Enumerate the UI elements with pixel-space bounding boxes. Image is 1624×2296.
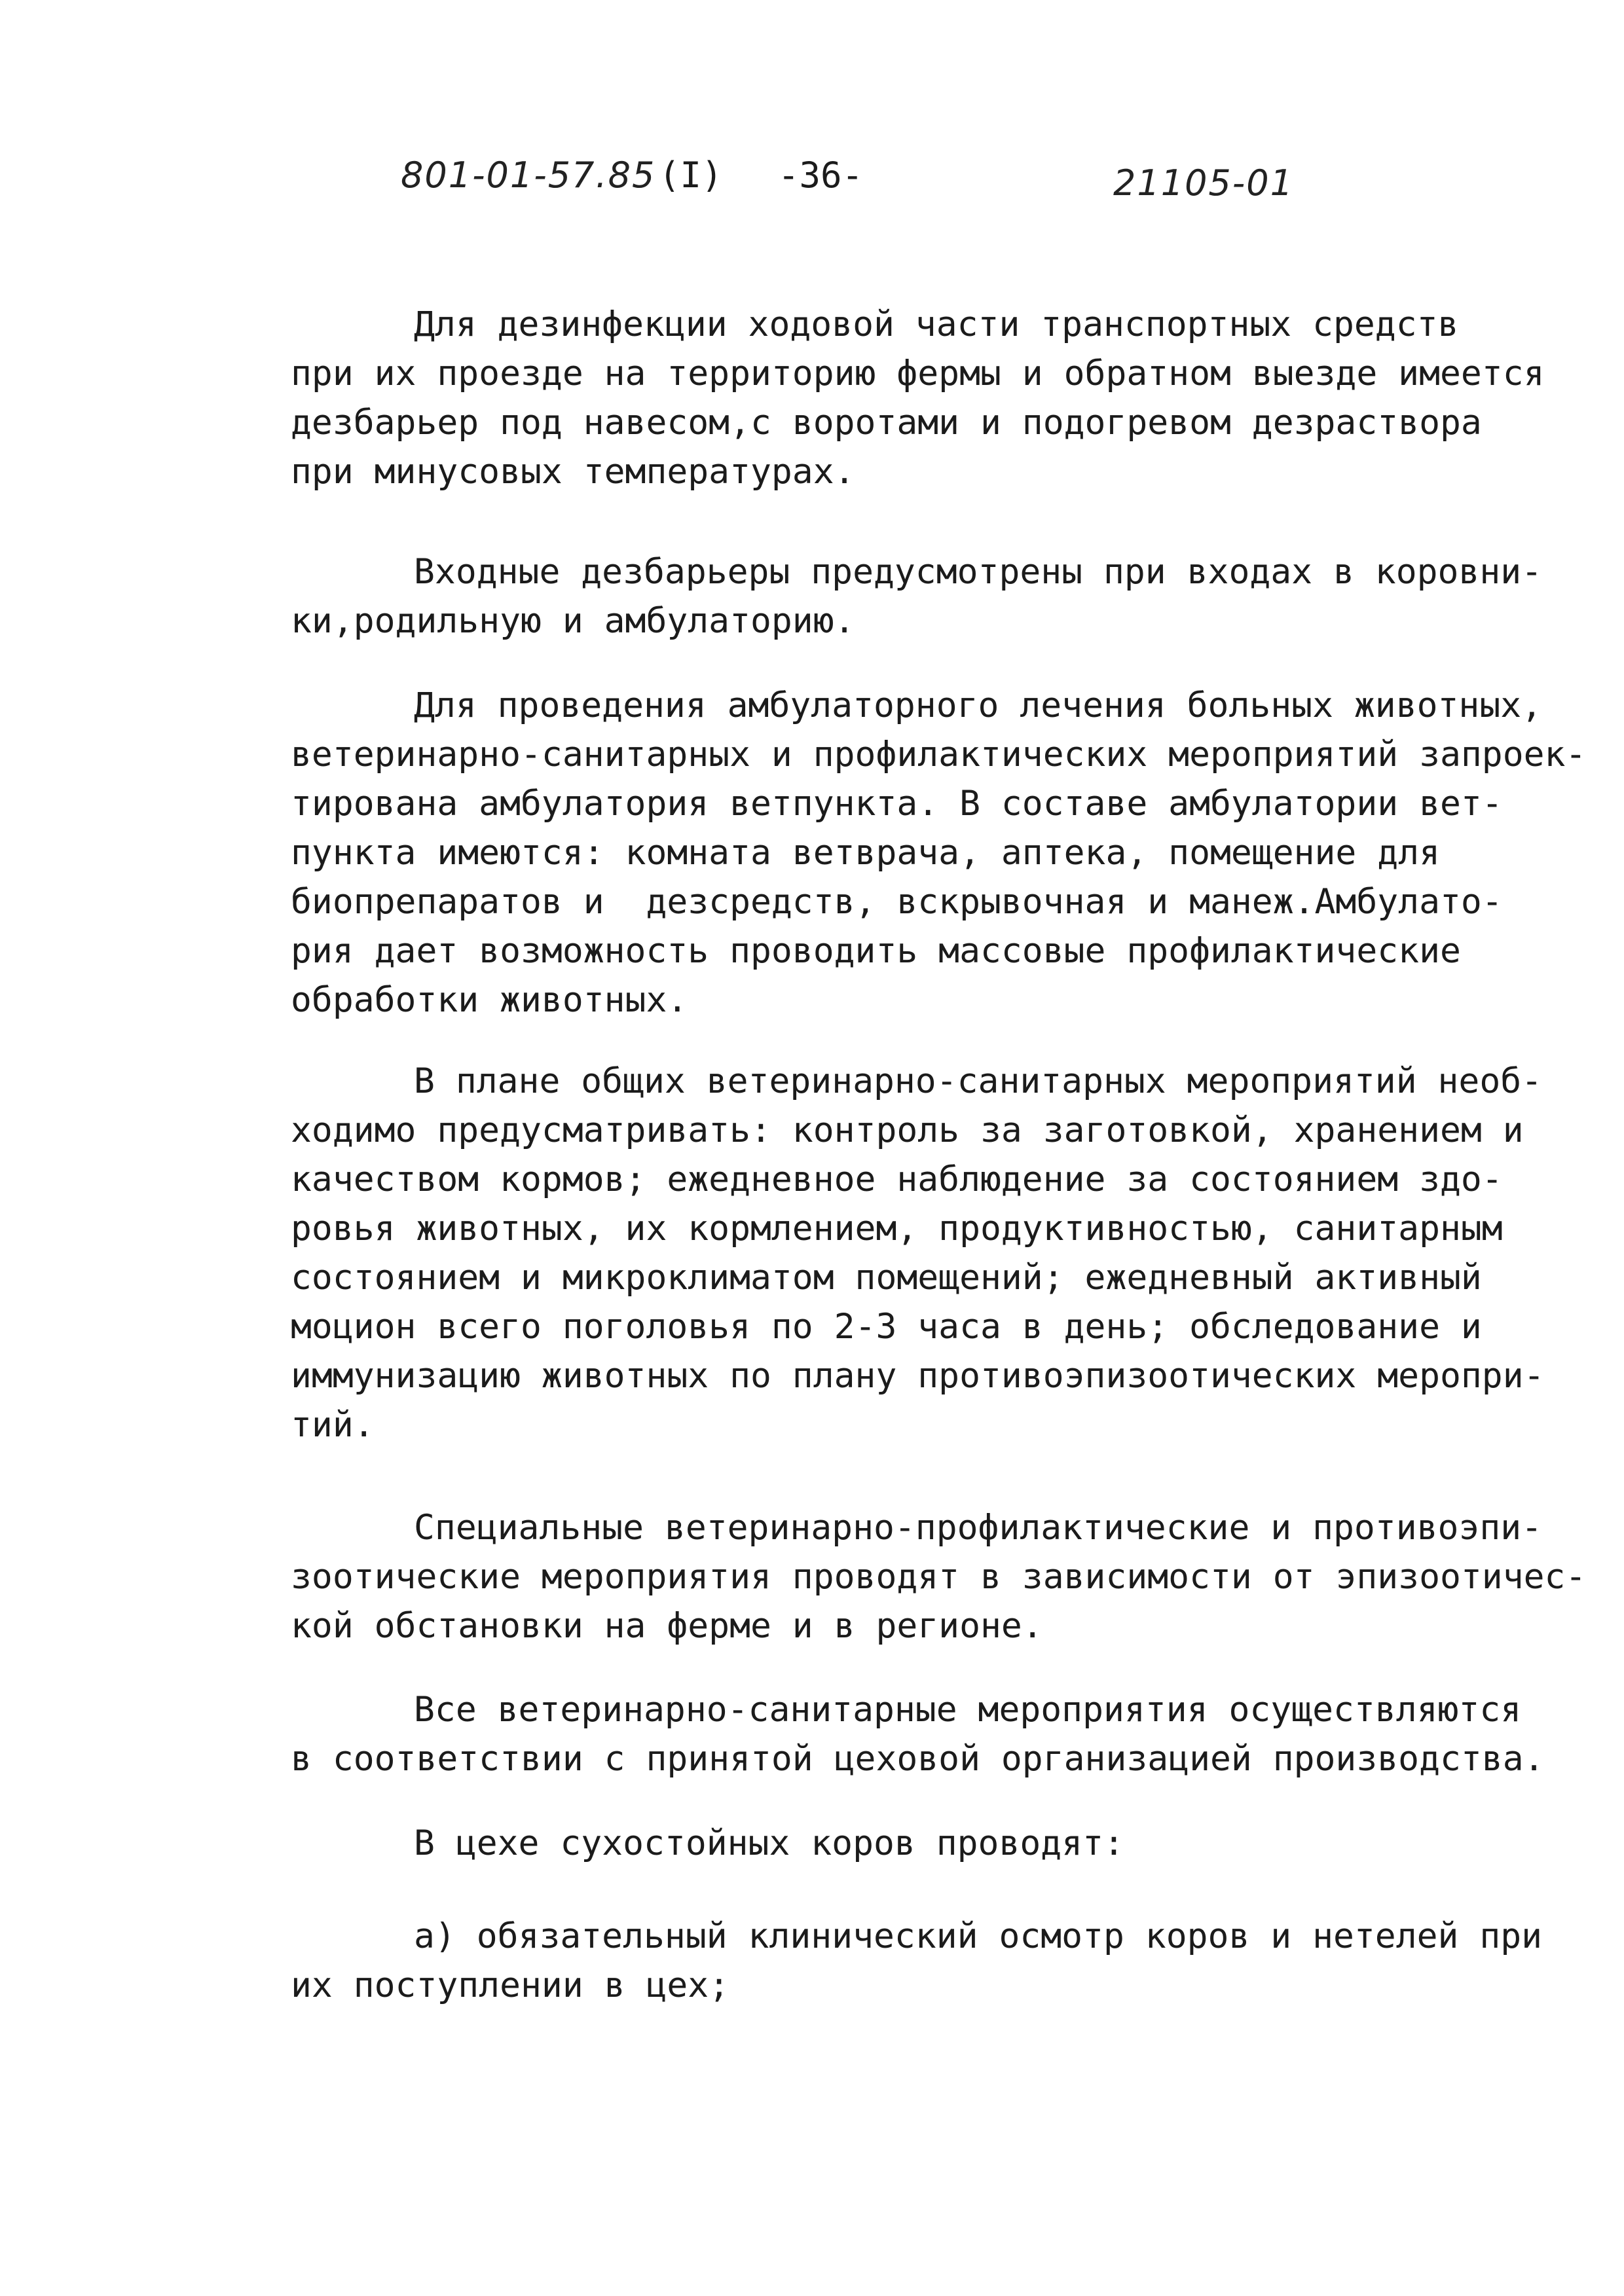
- text-line: тирована амбулатория ветпункта. В составе амбулатории вет-: [291, 784, 1503, 824]
- text-line: качеством кормов; ежедневное наблюдение за состоянием здо-: [291, 1159, 1503, 1199]
- text-line: дезбарьер под навесом,с воротами и подогревом дезраствора: [291, 403, 1482, 443]
- text-line: Все ветеринарно-санитарные мероприятия осуществляются: [414, 1690, 1522, 1730]
- text-line: пункта имеются: комната ветврача, аптека, помещение для: [291, 833, 1440, 873]
- text-line: рия дает возможность проводить массовые профилактические: [291, 931, 1461, 971]
- paragraph-organization: [291, 1685, 1555, 1783]
- text-line: Входные дезбарьеры предусмотрены при входах в коровни-: [414, 552, 1543, 592]
- paragraph-dry-cows-intro: [291, 1819, 1555, 1868]
- text-line: ходимо предусматривать: контроль за заготовкой, хранением и: [291, 1110, 1524, 1150]
- text-line: биопрепаратов и дезсредств, вскрывочная и манеж.Амбулато-: [291, 882, 1503, 922]
- inventory-number-handwritten: 21105-01: [1113, 162, 1294, 204]
- text-line: Для дезинфекции ходовой части транспортных средств: [414, 304, 1459, 344]
- text-line: В цехе сухостойных коров проводят:: [414, 1823, 1124, 1863]
- text-line: В плане общих ветеринарно-санитарных мероприятий необ-: [414, 1061, 1543, 1101]
- paragraph-item-a: [291, 1912, 1555, 2010]
- text-line: Специальные ветеринарно-профилактические и противоэпи-: [414, 1508, 1543, 1548]
- paragraph-dezbarier: [291, 300, 1555, 496]
- paragraph-entrance-barriers: [291, 547, 1555, 646]
- text-line: ки,родильную и амбулаторию.: [291, 601, 855, 641]
- text-line: при их проезде на территорию фермы и обратном выезде имеется: [291, 354, 1545, 393]
- text-line: Для проведения амбулаторного лечения больных животных,: [414, 685, 1543, 725]
- text-line: обработки животных.: [291, 980, 688, 1020]
- designation-handwritten: 801-01-57.85: [401, 155, 656, 196]
- text-line: иммунизацию животных по плану противоэпизоотических меропри-: [291, 1356, 1545, 1396]
- text-line: при минусовых температурах.: [291, 452, 855, 492]
- paragraph-special-measures: [291, 1503, 1587, 1650]
- text-line: в соответствии с принятой цеховой организацией производства.: [291, 1739, 1545, 1779]
- text-line: зоотические мероприятия проводят в зависимости от эпизоотичес-: [291, 1557, 1587, 1597]
- paragraph-ambulatory: [291, 681, 1587, 1025]
- text-line: моцион всего поголовья по 2-3 часа в день; обследование и: [291, 1307, 1482, 1347]
- page-number: -36-: [778, 155, 864, 196]
- part-marker: (I): [659, 155, 723, 196]
- text-line: а) обязательный клинический осмотр коров и нетелей при: [414, 1916, 1543, 1956]
- text-line: тий.: [291, 1405, 375, 1445]
- paragraph-general-measures: [291, 1057, 1555, 1449]
- text-line: их поступлении в цех;: [291, 1965, 730, 2005]
- text-line: ровья животных, их кормлением, продуктивностью, санитарным: [291, 1209, 1503, 1248]
- text-line: кой обстановки на ферме и в регионе.: [291, 1606, 1043, 1646]
- text-line: состоянием и микроклиматом помещений; ежедневный активный: [291, 1258, 1482, 1298]
- text-line: ветеринарно-санитарных и профилактических мероприятий запроек-: [291, 735, 1587, 774]
